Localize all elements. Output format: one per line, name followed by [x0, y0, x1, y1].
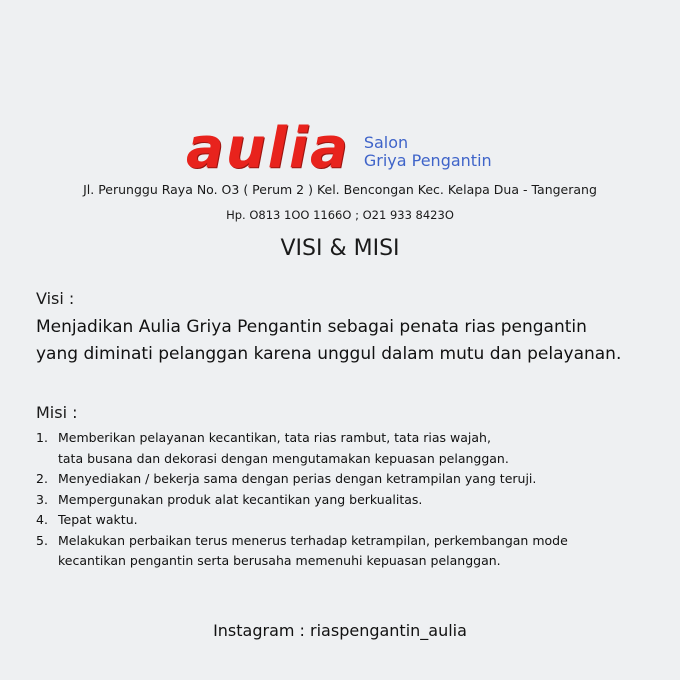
misi-item-number: 3. — [36, 491, 48, 507]
misi-item-line: tata busana dan dekorasi dengan mengutamakan kepuasan pelanggan. — [58, 450, 509, 466]
logo — [186, 116, 492, 181]
misi-item-number: 1. — [36, 430, 48, 445]
misi-item-text — [58, 490, 656, 511]
visi-line: Menjadikan Aulia Griya Pengantin sebagai penata rias pengantin — [36, 317, 587, 337]
misi-item — [36, 510, 656, 531]
misi-item-line: Menyediakan / bekerja sama dengan perias dengan ketrampilan yang teruji. — [58, 471, 537, 486]
misi-heading: Misi : — [36, 403, 78, 422]
misi-item-number: 2. — [36, 471, 48, 486]
visi-line: yang diminati pelanggan karena unggul dalam mutu dan pelayanan. — [36, 344, 622, 364]
logo-wordmark: aulia — [186, 116, 350, 181]
visi-heading: Visi : — [36, 289, 75, 308]
misi-item — [36, 531, 656, 572]
misi-item-line: Melakukan perbaikan terus menerus terhadap ketrampilan, perkembangan mode — [58, 532, 568, 548]
misi-item-text — [58, 428, 656, 469]
logo-subtitle-line1: Salon — [363, 133, 409, 152]
phone-numbers: Hp. O813 1OO 1166O ; O21 933 8423O — [226, 208, 454, 222]
misi-item-number: 4. — [36, 512, 48, 527]
address: Jl. Perunggu Raya No. O3 ( Perum 2 ) Kel. Bencongan Kec. Kelapa Dua - Tangerang — [83, 182, 597, 197]
misi-item — [36, 490, 656, 511]
misi-list — [36, 428, 656, 572]
page-title: VISI & MISI — [280, 236, 400, 261]
misi-item-line: Mempergunakan produk alat kecantikan yang berkualitas. — [58, 491, 423, 507]
misi-item-line: kecantikan pengantin serta berusaha memenuhi kepuasan pelanggan. — [58, 553, 501, 568]
visi-text — [36, 314, 676, 368]
misi-item-text — [58, 510, 656, 531]
instagram-handle: Instagram : riaspengantin_aulia — [213, 621, 467, 640]
misi-item-text — [58, 531, 656, 572]
logo-subtitle — [364, 134, 492, 170]
misi-item-line: Memberikan pelayanan kecantikan, tata rias rambut, tata rias wajah, — [58, 430, 491, 445]
misi-item-number: 5. — [36, 532, 48, 548]
misi-item-text — [58, 469, 656, 490]
misi-item — [36, 428, 656, 469]
logo-subtitle-line2: Griya Pengantin — [363, 151, 492, 170]
misi-item-line: Tepat waktu. — [58, 512, 138, 527]
misi-item — [36, 469, 656, 490]
